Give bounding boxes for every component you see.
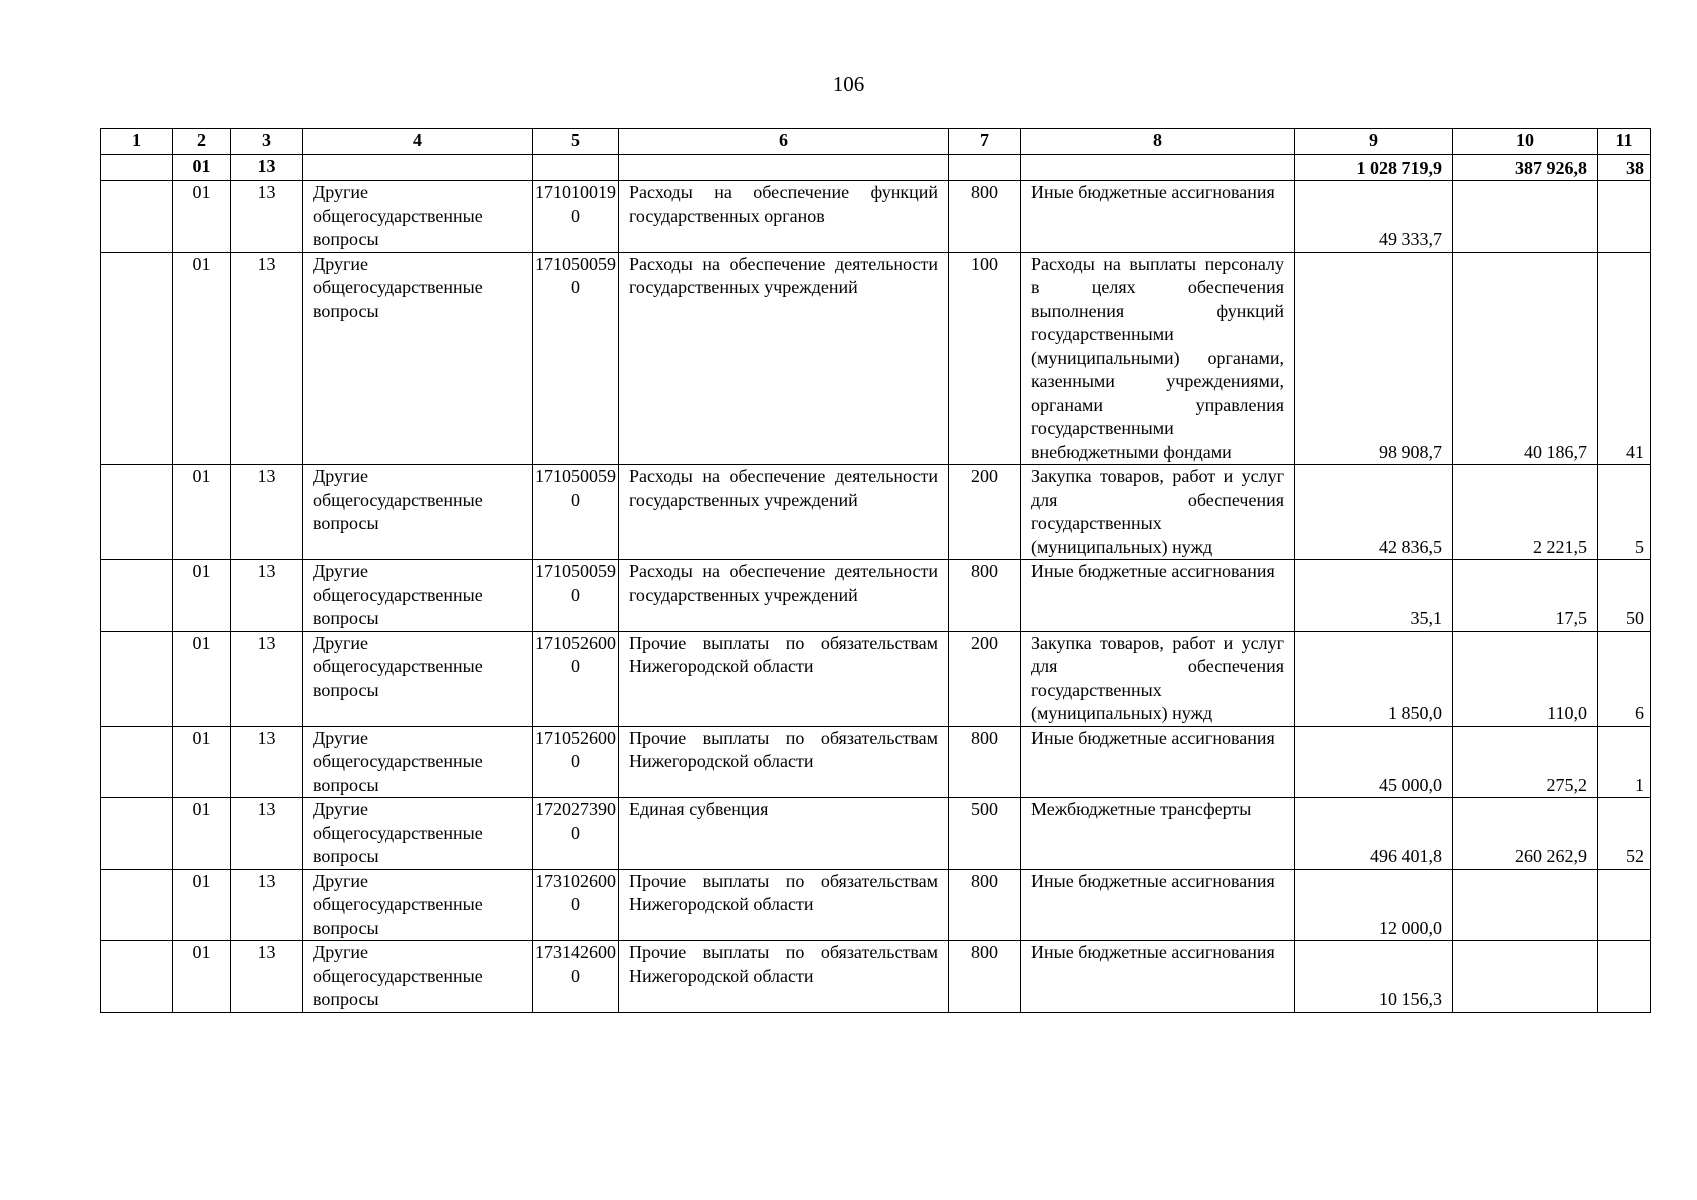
expense-type-code: 800 (949, 181, 1021, 253)
section-code: 01 (173, 181, 231, 253)
section-code: 01 (173, 726, 231, 798)
target-article-code: 1731426000 (533, 941, 619, 1013)
target-article-code: 1720273900 (533, 798, 619, 870)
actual-amount: 260 262,9 (1453, 798, 1598, 870)
row-cell-1 (101, 465, 173, 560)
table-row (101, 631, 1651, 726)
row-cell-1 (101, 941, 173, 1013)
expense-type-code: 200 (949, 465, 1021, 560)
expense-description: Прочие выплаты по обязательствам Нижегородской области (619, 726, 949, 798)
total-actual-amount: 387 926,8 (1453, 155, 1598, 181)
execution-percent: 52 (1598, 798, 1651, 870)
row-cell-1 (101, 869, 173, 941)
expense-description: Прочие выплаты по обязательствам Нижегородской области (619, 631, 949, 726)
subsection-code: 13 (231, 941, 303, 1013)
total-plan-amount: 1 028 719,9 (1295, 155, 1453, 181)
section-name: Другие общегосударственные вопросы (303, 798, 533, 870)
total-percent: 38 (1598, 155, 1651, 181)
expense-type-name: Иные бюджетные ассигнования (1021, 869, 1295, 941)
row-cell-1 (101, 798, 173, 870)
row-cell-1 (101, 252, 173, 465)
subsection-code: 13 (231, 181, 303, 253)
column-number: 7 (949, 129, 1021, 155)
actual-amount: 17,5 (1453, 560, 1598, 632)
table-row (101, 726, 1651, 798)
total-cell-5 (533, 155, 619, 181)
section-name: Другие общегосударственные вопросы (303, 869, 533, 941)
section-name: Другие общегосударственные вопросы (303, 726, 533, 798)
subsection-code: 13 (231, 798, 303, 870)
total-cell-1 (101, 155, 173, 181)
plan-amount: 45 000,0 (1295, 726, 1453, 798)
subsection-code: 13 (231, 726, 303, 798)
column-number: 2 (173, 129, 231, 155)
expense-type-name: Иные бюджетные ассигнования (1021, 181, 1295, 253)
expense-description: Расходы на обеспечение деятельности государственных учреждений (619, 465, 949, 560)
actual-amount: 40 186,7 (1453, 252, 1598, 465)
plan-amount: 35,1 (1295, 560, 1453, 632)
expense-description: Расходы на обеспечение деятельности государственных учреждений (619, 252, 949, 465)
expense-type-code: 100 (949, 252, 1021, 465)
section-name: Другие общегосударственные вопросы (303, 560, 533, 632)
total-section-code: 01 (173, 155, 231, 181)
section-name: Другие общегосударственные вопросы (303, 941, 533, 1013)
column-number: 8 (1021, 129, 1295, 155)
table-row (101, 181, 1651, 253)
column-number: 5 (533, 129, 619, 155)
actual-amount: 275,2 (1453, 726, 1598, 798)
execution-percent: 6 (1598, 631, 1651, 726)
row-cell-1 (101, 631, 173, 726)
section-code: 01 (173, 941, 231, 1013)
table-row (101, 869, 1651, 941)
execution-percent: 50 (1598, 560, 1651, 632)
target-article-code: 1710526000 (533, 726, 619, 798)
table-row (101, 798, 1651, 870)
total-subsection-code: 13 (231, 155, 303, 181)
column-number: 4 (303, 129, 533, 155)
actual-amount: 110,0 (1453, 631, 1598, 726)
section-code: 01 (173, 798, 231, 870)
execution-percent: 41 (1598, 252, 1651, 465)
plan-amount: 98 908,7 (1295, 252, 1453, 465)
expense-type-code: 200 (949, 631, 1021, 726)
execution-percent (1598, 941, 1651, 1013)
section-code: 01 (173, 560, 231, 632)
budget-table (100, 128, 1651, 1013)
execution-percent (1598, 181, 1651, 253)
plan-amount: 496 401,8 (1295, 798, 1453, 870)
expense-type-name: Межбюджетные трансферты (1021, 798, 1295, 870)
column-number: 10 (1453, 129, 1598, 155)
table-row (101, 560, 1651, 632)
expense-type-name: Закупка товаров, работ и услуг для обеспечения государственных (муниципальных) нужд (1021, 465, 1295, 560)
expense-type-code: 800 (949, 560, 1021, 632)
execution-percent: 5 (1598, 465, 1651, 560)
actual-amount: 2 221,5 (1453, 465, 1598, 560)
expense-type-code: 800 (949, 941, 1021, 1013)
column-number: 6 (619, 129, 949, 155)
execution-percent (1598, 869, 1651, 941)
execution-percent: 1 (1598, 726, 1651, 798)
subsection-code: 13 (231, 560, 303, 632)
subsection-code: 13 (231, 252, 303, 465)
column-number-row (101, 129, 1651, 155)
actual-amount (1453, 181, 1598, 253)
expense-type-code: 800 (949, 726, 1021, 798)
plan-amount: 42 836,5 (1295, 465, 1453, 560)
target-article-code: 1710526000 (533, 631, 619, 726)
page-number: 106 (832, 72, 865, 96)
subsection-code: 13 (231, 465, 303, 560)
expense-type-name: Иные бюджетные ассигнования (1021, 726, 1295, 798)
total-cell-8 (1021, 155, 1295, 181)
section-code: 01 (173, 252, 231, 465)
subsection-code: 13 (231, 631, 303, 726)
expense-description: Расходы на обеспечение функций государственных органов (619, 181, 949, 253)
plan-amount: 1 850,0 (1295, 631, 1453, 726)
table-row (101, 252, 1651, 465)
total-cell-6 (619, 155, 949, 181)
actual-amount (1453, 941, 1598, 1013)
expense-type-name: Расходы на выплаты персоналу в целях обеспечения выполнения функций государственными (муниципальными) органами, казенными учреждениями, органами управления государственными внебюджетными фондами (1021, 252, 1295, 465)
total-cell-4 (303, 155, 533, 181)
section-code: 01 (173, 869, 231, 941)
row-cell-1 (101, 726, 173, 798)
section-name: Другие общегосударственные вопросы (303, 252, 533, 465)
expense-description: Расходы на обеспечение деятельности государственных учреждений (619, 560, 949, 632)
table-row (101, 465, 1651, 560)
section-name: Другие общегосударственные вопросы (303, 181, 533, 253)
plan-amount: 10 156,3 (1295, 941, 1453, 1013)
actual-amount (1453, 869, 1598, 941)
column-number: 3 (231, 129, 303, 155)
section-code: 01 (173, 465, 231, 560)
target-article-code: 1710100190 (533, 181, 619, 253)
column-number: 11 (1598, 129, 1651, 155)
total-cell-7 (949, 155, 1021, 181)
expense-type-name: Иные бюджетные ассигнования (1021, 560, 1295, 632)
total-row (101, 155, 1651, 181)
plan-amount: 12 000,0 (1295, 869, 1453, 941)
expense-type-code: 800 (949, 869, 1021, 941)
row-cell-1 (101, 560, 173, 632)
column-number: 9 (1295, 129, 1453, 155)
expense-description: Прочие выплаты по обязательствам Нижегородской области (619, 941, 949, 1013)
column-number: 1 (101, 129, 173, 155)
table-row (101, 941, 1651, 1013)
expense-type-code: 500 (949, 798, 1021, 870)
subsection-code: 13 (231, 869, 303, 941)
section-code: 01 (173, 631, 231, 726)
expense-description: Единая субвенция (619, 798, 949, 870)
target-article-code: 1710500590 (533, 252, 619, 465)
expense-type-name: Закупка товаров, работ и услуг для обеспечения государственных (муниципальных) нужд (1021, 631, 1295, 726)
row-cell-1 (101, 181, 173, 253)
target-article-code: 1731026000 (533, 869, 619, 941)
target-article-code: 1710500590 (533, 465, 619, 560)
expense-type-name: Иные бюджетные ассигнования (1021, 941, 1295, 1013)
section-name: Другие общегосударственные вопросы (303, 631, 533, 726)
target-article-code: 1710500590 (533, 560, 619, 632)
section-name: Другие общегосударственные вопросы (303, 465, 533, 560)
expense-description: Прочие выплаты по обязательствам Нижегородской области (619, 869, 949, 941)
plan-amount: 49 333,7 (1295, 181, 1453, 253)
